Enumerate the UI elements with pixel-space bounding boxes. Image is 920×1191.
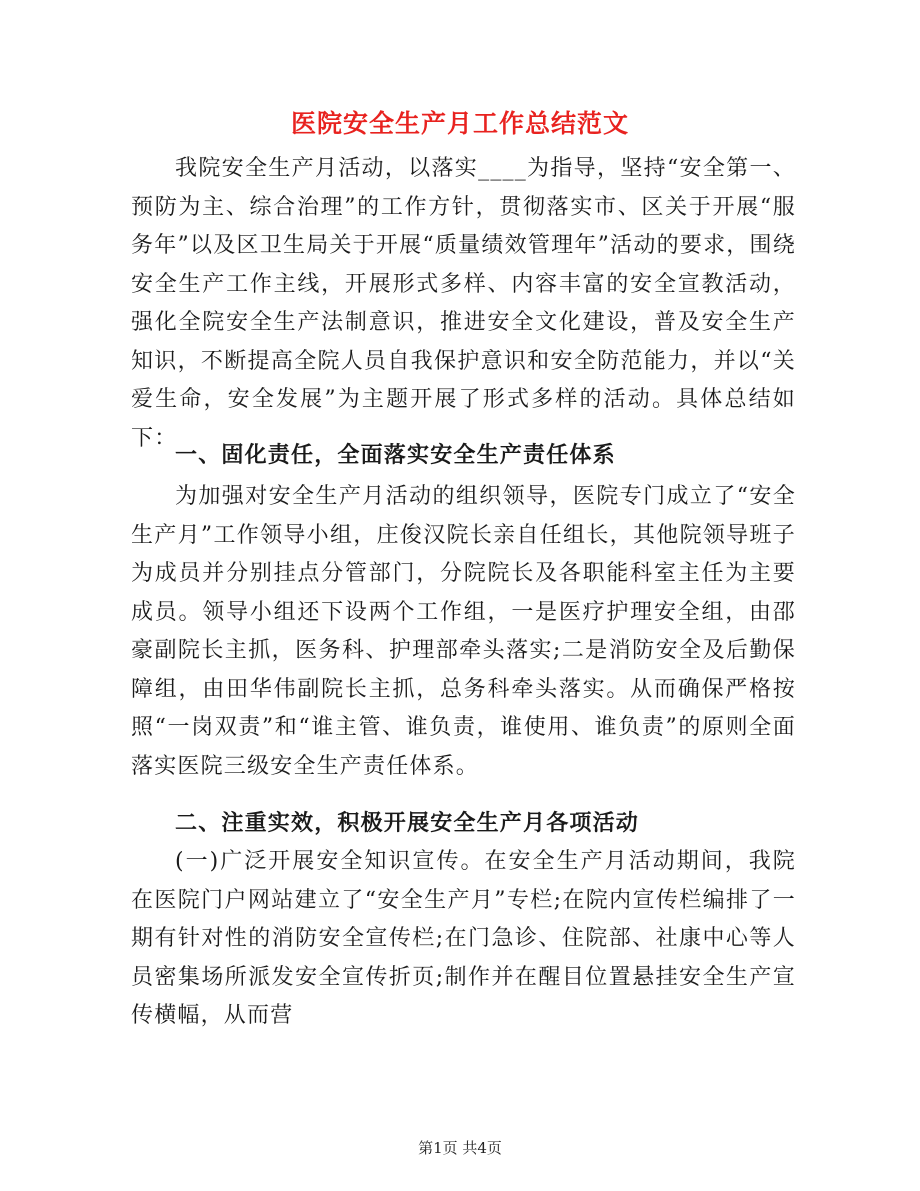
section-heading-2: 二、注重实效，积极开展安全生产月各项活动	[175, 810, 640, 836]
paragraph-section-2: (一)广泛开展安全知识宣传。在安全生产月活动期间，我院在医院门户网站建立了“安全生产月”专栏;在院内宣传栏编排了一期有针对性的消防安全宣传栏;在门急诊、住院部、社康中心等人员密集场所派发安全宣传折页;制作并在醒目位置悬挂安全生产宣传横幅，从而营	[131, 849, 796, 1028]
paragraph-intro: 我院安全生产月活动，以落实____为指导，坚持“安全第一、预防为主、综合治理”的工作方针，贯彻落实市、区关于开展“服务年”以及区卫生局关于开展“质量绩效管理年”活动的要求，围绕安全生产工作主线，开展形式多样、内容丰富的安全宣教活动，强化全院安全生产法制意识，推进安全文化建设，普及安全生产知识，不断提高全院人员自我保护意识和安全防范能力，并以“关爱生命，安全发展”为主题开展了形式多样的活动。具体总结如下：	[131, 156, 796, 451]
page-number: 第1页 共4页	[418, 1139, 502, 1157]
section-heading-1: 一、固化责任，全面落实安全生产责任体系	[175, 442, 616, 468]
document-title: 医院安全生产月工作总结范文	[290, 109, 629, 138]
paragraph-section-1: 为加强对安全生产月活动的组织领导，医院专门成立了“安全生产月”工作领导小组，庄俊汉院长亲自任组长，其他院领导班子为成员并分别挂点分管部门，分院院长及各职能科室主任为主要成员。领导小组还下设两个工作组，一是医疗护理安全组，由邵豪副院长主抓，医务科、护理部牵头落实;二是消防安全及后勤保障组，由田华伟副院长主抓，总务科牵头落实。从而确保严格按照“一岗双责”和“谁主管、谁负责，谁使用、谁负责”的原则全面落实医院三级安全生产责任体系。	[131, 484, 796, 779]
